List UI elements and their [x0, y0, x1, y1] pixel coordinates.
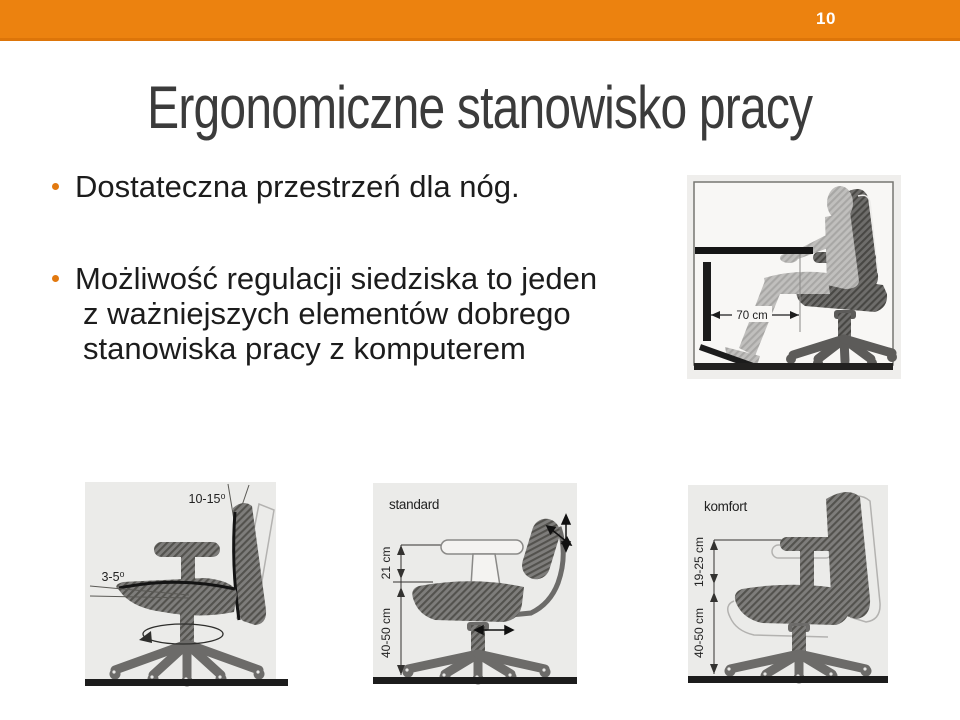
chair-tilt-illustration — [85, 482, 288, 690]
seat-height-label: 40-50 cm — [379, 607, 393, 659]
figure-desk-clearance — [687, 175, 901, 379]
floor-line — [373, 677, 577, 684]
desk-clearance-illustration — [687, 175, 901, 379]
figure-chair-tilt — [85, 482, 288, 690]
bullet-text-1 — [75, 169, 520, 204]
header-accent-bar — [0, 0, 960, 41]
bullet-item-1 — [52, 169, 520, 204]
floor-line — [85, 679, 288, 686]
bullet-dot — [52, 183, 59, 190]
seat-height-label: 40-50 cm — [692, 607, 706, 659]
armrest-height-label: 21 cm — [379, 546, 393, 580]
seat-angle-label: 3-5⁰ — [101, 570, 125, 584]
bullet-item-2 — [52, 261, 597, 366]
bullet-2-line-3: stanowiska pracy z komputerem — [83, 331, 526, 366]
bullet-dot — [52, 275, 59, 282]
desk-leg-panel — [703, 262, 711, 341]
depth-label: 70 cm — [736, 310, 768, 322]
figure-chair-komfort — [688, 485, 888, 684]
standard-chair-illustration — [373, 483, 577, 685]
slide-title: Ergonomiczne stanowisko pracy — [147, 74, 813, 141]
armrest-height-label: 19-25 cm — [692, 536, 706, 588]
floor-line — [694, 363, 893, 370]
komfort-chair-illustration — [688, 485, 888, 684]
bullet-2-line-1: Możliwość regulacji siedziska to jeden — [75, 261, 598, 296]
bullet-2-line-2: z ważniejszych elementów dobrego — [83, 296, 571, 331]
bullet-1-line-1: Dostateczna przestrzeń dla nóg. — [75, 169, 520, 204]
variant-label: standard — [389, 497, 440, 512]
page-number: 10 — [816, 9, 836, 28]
desk-surface — [695, 247, 813, 254]
title-container — [0, 76, 960, 140]
backrest-angle-label: 10-15⁰ — [188, 492, 226, 506]
floor-line — [688, 676, 888, 683]
bullet-text-2 — [75, 261, 597, 366]
figure-chair-standard — [373, 483, 577, 685]
variant-label: komfort — [704, 499, 747, 514]
